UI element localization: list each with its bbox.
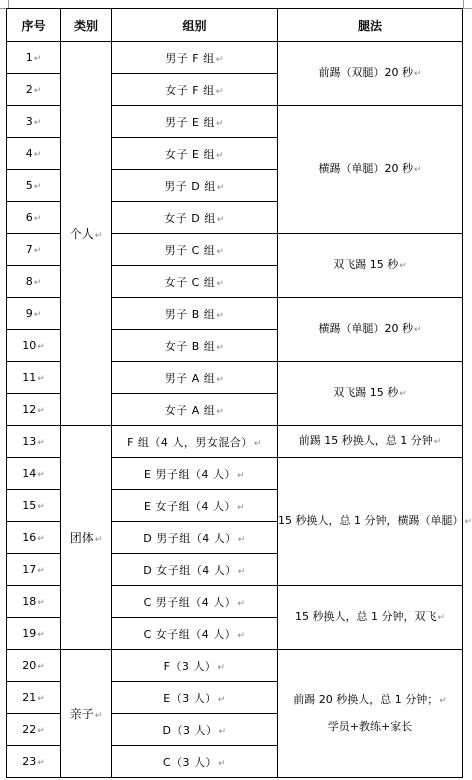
kick-cell <box>278 42 463 106</box>
row-index: 6 <box>25 211 33 224</box>
row-index: 12 <box>22 403 37 416</box>
kick-text-line: 15 秒换人，总 1 分钟，横踢（单腿） <box>278 514 464 527</box>
row-index-cell <box>7 42 61 74</box>
paragraph-mark: ↵ <box>237 534 246 545</box>
paragraph-mark: ↵ <box>236 470 245 481</box>
paragraph-mark: ↵ <box>33 86 42 96</box>
paragraph-mark: ↵ <box>33 182 42 192</box>
row-index: 5 <box>25 179 33 192</box>
group-cell <box>112 362 278 394</box>
row-index: 17 <box>22 563 37 576</box>
paragraph-mark: ↵ <box>33 150 42 160</box>
paragraph-mark: ↵ <box>37 566 45 576</box>
paragraph-mark: ↵ <box>33 118 42 128</box>
paragraph-mark: ↵ <box>399 261 407 271</box>
paragraph-mark: ↵ <box>217 662 226 673</box>
group-label: 女子 E 组 <box>165 147 215 161</box>
row-index-cell <box>7 74 61 106</box>
page-corner-mark-right <box>463 0 472 9</box>
group-label: 女子 C 组 <box>164 275 216 289</box>
group-cell <box>112 682 278 714</box>
kick-text <box>278 604 462 631</box>
paragraph-mark: ↵ <box>33 246 42 256</box>
row-index-cell <box>7 522 61 554</box>
header-index: 序号 <box>7 9 61 42</box>
paragraph-mark: ↵ <box>218 758 227 769</box>
row-index: 13 <box>22 435 37 448</box>
group-cell <box>112 394 278 426</box>
row-index: 8 <box>25 275 33 288</box>
kick-text <box>278 60 462 87</box>
paragraph-mark: ↵ <box>253 438 262 449</box>
group-cell <box>112 490 278 522</box>
kick-cell <box>278 298 463 362</box>
table-row <box>7 650 463 682</box>
group-label: 女子 B 组 <box>164 339 216 353</box>
kick-text <box>278 380 462 407</box>
row-index: 3 <box>25 115 33 128</box>
group-label: E（3 人） <box>163 691 217 705</box>
kick-text-line: 横踢（单腿）20 秒 <box>318 162 413 175</box>
kick-text-line: 15 秒换人，总 1 分钟，双飞 <box>294 610 437 623</box>
paragraph-mark: ↵ <box>37 534 45 544</box>
row-index-cell <box>7 490 61 522</box>
category-cell-team <box>61 426 112 650</box>
kick-cell <box>278 458 472 586</box>
paragraph-mark: ↵ <box>413 165 422 175</box>
row-index: 15 <box>22 499 37 512</box>
group-cell <box>112 330 278 362</box>
row-index: 22 <box>22 723 37 736</box>
category-cell-parent-child <box>61 650 112 778</box>
row-index: 4 <box>25 147 33 160</box>
kick-text-line: 前踢（双腿）20 秒 <box>318 66 413 79</box>
paragraph-mark: ↵ <box>413 69 422 79</box>
paragraph-mark: ↵ <box>215 54 224 65</box>
group-label: 男子 D 组 <box>164 179 216 193</box>
row-index-cell <box>7 170 61 202</box>
paragraph-mark: ↵ <box>94 711 103 721</box>
table-row <box>7 426 463 458</box>
row-index: 19 <box>22 627 37 640</box>
row-index: 23 <box>22 755 37 768</box>
group-cell <box>112 458 278 490</box>
header-category: 类别 <box>61 9 112 42</box>
group-cell <box>112 106 278 138</box>
group-label: D 男子组（4 人） <box>143 531 237 545</box>
paragraph-mark: ↵ <box>216 246 225 257</box>
group-label: C 女子组（4 人） <box>143 627 237 641</box>
paragraph-mark: ↵ <box>33 54 42 64</box>
paragraph-mark: ↵ <box>215 118 224 129</box>
paragraph-mark: ↵ <box>216 374 225 385</box>
group-cell <box>112 202 278 234</box>
row-index-cell <box>7 682 61 714</box>
kick-text <box>278 508 472 535</box>
group-label: E 男子组（4 人） <box>144 467 236 481</box>
group-label: C 男子组（4 人） <box>143 595 237 609</box>
row-index: 20 <box>22 659 37 672</box>
paragraph-mark: ↵ <box>37 438 45 448</box>
row-index: 21 <box>22 691 37 704</box>
paragraph-mark: ↵ <box>33 310 42 320</box>
row-index-cell <box>7 234 61 266</box>
category-cell-individual <box>61 42 112 426</box>
paragraph-mark: ↵ <box>94 535 103 545</box>
kick-text-line: 双飞踢 15 秒 <box>333 386 399 399</box>
paragraph-mark: ↵ <box>237 630 246 641</box>
kick-text <box>278 687 462 714</box>
group-label: 男子 E 组 <box>165 115 215 129</box>
row-index-cell <box>7 106 61 138</box>
paragraph-mark: ↵ <box>217 694 226 705</box>
group-label: 女子 D 组 <box>164 211 216 225</box>
paragraph-mark: ↵ <box>218 726 227 737</box>
paragraph-mark: ↵ <box>37 694 45 704</box>
row-index-cell <box>7 650 61 682</box>
paragraph-mark: ↵ <box>399 389 407 399</box>
group-label: 男子 C 组 <box>164 243 216 257</box>
kick-cell <box>278 362 463 426</box>
kick-cell <box>278 106 463 234</box>
paragraph-mark: ↵ <box>216 310 225 321</box>
row-index-cell <box>7 618 61 650</box>
row-index: 2 <box>25 83 33 96</box>
row-index: 18 <box>22 595 37 608</box>
paragraph-mark: ↵ <box>37 758 45 768</box>
group-cell <box>112 714 278 746</box>
kick-text-line: 双飞踢 15 秒 <box>333 258 399 271</box>
competition-table <box>6 8 472 778</box>
group-cell <box>112 74 278 106</box>
paragraph-mark: ↵ <box>236 502 245 513</box>
row-index-cell <box>7 138 61 170</box>
group-label: F 组（4 人，男女混合） <box>127 435 253 449</box>
group-cell <box>112 170 278 202</box>
kick-cell <box>278 426 463 458</box>
group-cell <box>112 618 278 650</box>
paragraph-mark: ↵ <box>37 406 45 416</box>
kick-text <box>278 316 462 343</box>
paragraph-mark: ↵ <box>37 342 45 352</box>
paragraph-mark: ↵ <box>413 325 422 335</box>
row-index: 9 <box>25 307 33 320</box>
row-index-cell <box>7 746 61 778</box>
kick-text-line: 前踢 20 秒换人，总 1 分钟； <box>293 693 439 706</box>
group-cell <box>112 266 278 298</box>
group-label: 女子 F 组 <box>165 83 215 97</box>
group-cell <box>112 138 278 170</box>
paragraph-mark: ↵ <box>237 566 246 577</box>
paragraph-mark: ↵ <box>33 214 42 224</box>
paragraph-mark: ↵ <box>216 214 225 225</box>
kick-text <box>278 156 462 183</box>
paragraph-mark: ↵ <box>433 437 442 447</box>
row-index-cell <box>7 394 61 426</box>
row-index-cell <box>7 714 61 746</box>
group-label: D（3 人） <box>162 723 218 737</box>
group-cell <box>112 426 278 458</box>
group-cell <box>112 650 278 682</box>
row-index: 1 <box>25 51 33 64</box>
row-index-cell <box>7 202 61 234</box>
row-index-cell <box>7 362 61 394</box>
group-cell <box>112 554 278 586</box>
group-cell <box>112 746 278 778</box>
header-row <box>7 9 463 42</box>
paragraph-mark: ↵ <box>37 630 45 640</box>
paragraph-mark: ↵ <box>216 406 225 417</box>
paragraph-mark: ↵ <box>37 726 45 736</box>
paragraph-mark: ↵ <box>37 502 45 512</box>
kick-cell <box>278 650 463 778</box>
paragraph-mark: ↵ <box>37 598 45 608</box>
group-cell <box>112 234 278 266</box>
paragraph-mark: ↵ <box>216 182 225 193</box>
group-label: 女子 A 组 <box>164 403 216 417</box>
group-label: 男子 B 组 <box>164 307 216 321</box>
kick-text-line: 学员+教练+家长 <box>327 720 413 733</box>
kick-text-second-line <box>278 714 462 740</box>
paragraph-mark: ↵ <box>37 662 45 672</box>
group-cell <box>112 298 278 330</box>
kick-text-line: 横踢（单腿）20 秒 <box>318 322 413 335</box>
row-index-cell <box>7 554 61 586</box>
paragraph-mark: ↵ <box>464 517 472 527</box>
kick-text <box>278 252 462 279</box>
paragraph-mark: ↵ <box>216 278 225 289</box>
row-index: 11 <box>22 371 37 384</box>
row-index: 14 <box>22 467 37 480</box>
category-label: 个人 <box>69 227 94 241</box>
row-index: 16 <box>22 531 37 544</box>
row-index-cell <box>7 458 61 490</box>
paragraph-mark: ↵ <box>94 231 103 241</box>
group-label: D 女子组（4 人） <box>143 563 237 577</box>
paragraph-mark: ↵ <box>216 342 225 353</box>
group-label: 男子 A 组 <box>164 371 216 385</box>
row-index-cell <box>7 266 61 298</box>
category-label: 亲子 <box>69 707 94 721</box>
group-cell <box>112 586 278 618</box>
paragraph-mark: ↵ <box>37 470 45 480</box>
header-group: 组别 <box>112 9 278 42</box>
category-label: 团体 <box>69 531 94 545</box>
paragraph-mark: ↵ <box>37 374 45 384</box>
group-label: C（3 人） <box>162 755 218 769</box>
header-kick: 腿法 <box>278 9 463 42</box>
row-index: 10 <box>22 339 37 352</box>
group-label: E 女子组（4 人） <box>144 499 236 513</box>
row-index-cell <box>7 426 61 458</box>
group-cell <box>112 522 278 554</box>
row-index-cell <box>7 298 61 330</box>
row-index: 7 <box>25 243 33 256</box>
paragraph-mark: ↵ <box>215 150 224 161</box>
kick-cell <box>278 234 463 298</box>
kick-text <box>278 428 462 455</box>
group-cell <box>112 42 278 74</box>
paragraph-mark: ↵ <box>437 613 446 623</box>
paragraph-mark: ↵ <box>215 86 224 97</box>
row-index-cell <box>7 586 61 618</box>
table-row <box>7 42 463 74</box>
kick-text-line: 前踢 15 秒换人，总 1 分钟 <box>298 434 433 447</box>
group-label: F（3 人） <box>163 659 217 673</box>
group-label: 男子 F 组 <box>165 51 215 65</box>
row-index-cell <box>7 330 61 362</box>
paragraph-mark: ↵ <box>33 278 42 288</box>
paragraph-mark: ↵ <box>439 696 447 706</box>
kick-cell <box>278 586 463 650</box>
paragraph-mark: ↵ <box>237 598 246 609</box>
